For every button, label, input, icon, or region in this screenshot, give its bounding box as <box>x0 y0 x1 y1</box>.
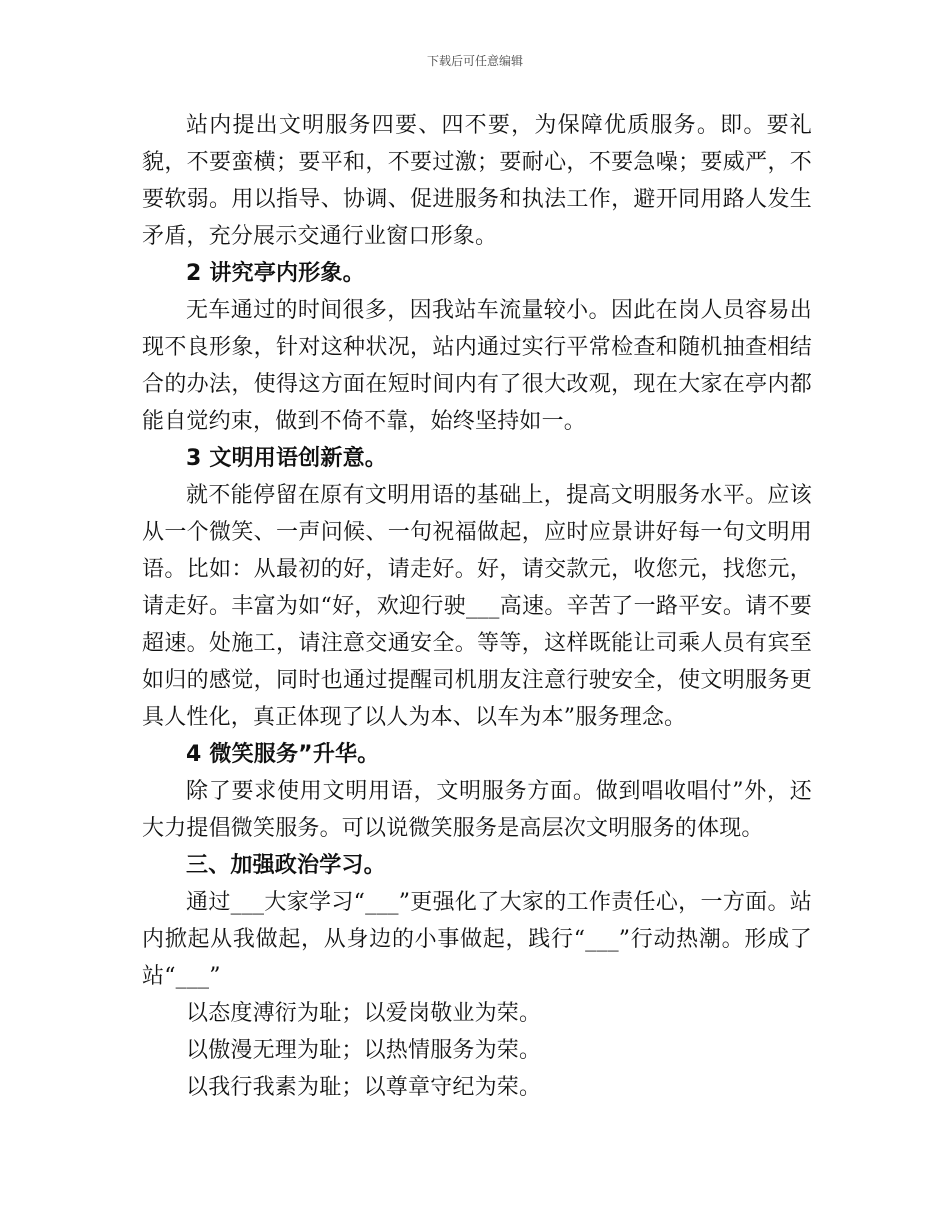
paragraph-civil-language: 就不能停留在原有文明用语的基础上，提高文明服务水平。应该从一个微笑、一声问候、一句祝福做起，应时应景讲好每一句文明用语。比如：从最初的好，请走好。好，请交款元，收您元，找您元，请走好。丰富为如“好，欢迎行驶___高速。辛苦了一路平安。请不要超速。处施工，请注意交通安全。等等，这样既能让司乘人员有宾至如归的感觉，同时也通过提醒司机朋友注意行驶安全，使文明服务更具人性化，真正体现了以人为本、以车为本”服务理念。 <box>142 483 812 730</box>
section-heading-smile-service: 4 微笑服务”升华。 <box>186 742 380 767</box>
section-heading-booth-image: 2 讲究亭内形象。 <box>186 261 365 286</box>
motto-line-3: 以我行我素为耻；以尊章守纪为荣。 <box>186 1075 542 1100</box>
page-header: 下载后可任意编辑 <box>426 54 523 68</box>
document-body <box>142 107 812 1106</box>
paragraph-smile-service: 除了要求使用文明用语，文明服务方面。做到唱收唱付”外，还大力提倡微笑服务。可以说微笑服务是高层次文明服务的体现。 <box>142 779 812 841</box>
section-heading-civil-language: 3 文明用语创新意。 <box>186 446 387 471</box>
paragraph-political-study: 通过___大家学习“___”更强化了大家的工作责任心，一方面。站内掀起从我做起，从身边的小事做起，践行“___”行动热潮。形成了站“___” <box>142 890 812 989</box>
paragraph-booth-image: 无车通过的时间很多，因我站车流量较小。因此在岗人员容易出现不良形象，针对这种状况，站内通过实行平常检查和随机抽查相结合的办法，使得这方面在短时间内有了很大改观，现在大家在亭内都能自觉约束，做到不倚不靠，始终坚持如一。 <box>142 298 812 434</box>
section-heading-political-study: 三、加强政治学习。 <box>186 853 386 878</box>
motto-line-2: 以傲漫无理为耻；以热情服务为荣。 <box>186 1038 542 1063</box>
paragraph-service-rules: 站内提出文明服务四要、四不要，为保障优质服务。即。要礼貌，不要蛮横；要平和，不要过激；要耐心，不要急噪；要威严，不要软弱。用以指导、协调、促进服务和执法工作，避开同用路人发生矛盾，充分展示交通行业窗口形象。 <box>142 113 812 249</box>
motto-line-1: 以态度溥衍为耻；以爱岗敬业为荣。 <box>186 1001 542 1026</box>
